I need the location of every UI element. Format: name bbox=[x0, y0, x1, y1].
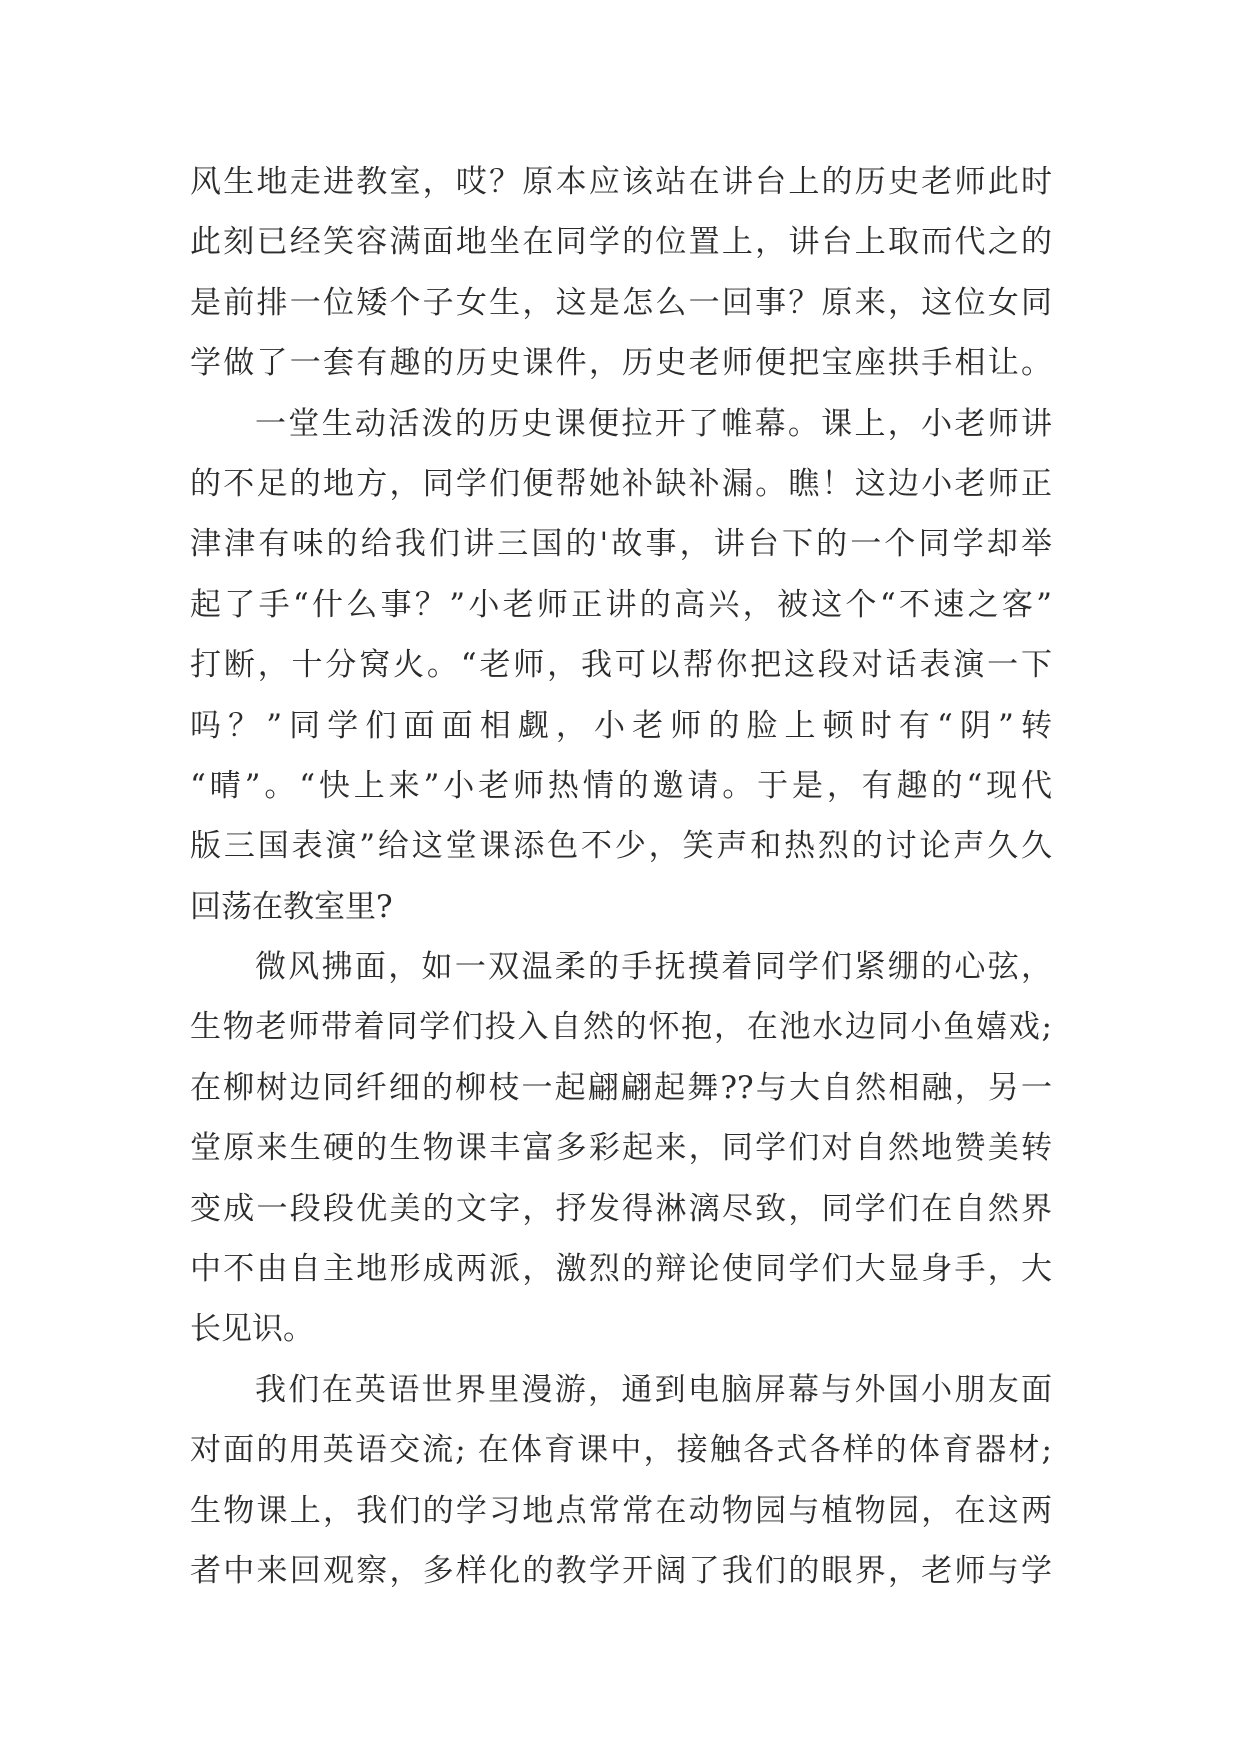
text-line: 者中来回观察，多样化的教学开阔了我们的眼界，老师与学 bbox=[190, 1552, 1052, 1589]
text-line: 起了手“什么事？”小老师正讲的高兴，被这个“不速之客” bbox=[190, 586, 1052, 623]
text-line: 对面的用英语交流; 在体育课中，接触各式各样的体育器材; bbox=[190, 1432, 1052, 1469]
text-line: 吗？”同学们面面相觑，小老师的脸上顿时有“阴”转 bbox=[190, 707, 1052, 744]
text-line: 变成一段段优美的文字，抒发得淋漓尽致，同学们在自然界 bbox=[190, 1190, 1052, 1227]
text-line: 微风拂面，如一双温柔的手抚摸着同学们紧绷的心弦， bbox=[255, 949, 1052, 986]
text-line: 中不由自主地形成两派，激烈的辩论使同学们大显身手，大 bbox=[190, 1251, 1052, 1288]
paragraph bbox=[190, 152, 1052, 394]
text-line: 的不足的地方，同学们便帮她补缺补漏。瞧！这边小老师正 bbox=[190, 465, 1052, 502]
text-line: 打断，十分窝火。“老师，我可以帮你把这段对话表演一下 bbox=[190, 647, 1052, 684]
text-line: 回荡在教室里? bbox=[190, 888, 393, 925]
text-line: 是前排一位矮个子女生，这是怎么一回事？原来，这位女同 bbox=[190, 284, 1052, 321]
text-line: 风生地走进教室，哎？原本应该站在讲台上的历史老师此时 bbox=[190, 164, 1052, 200]
text-line: 生物老师带着同学们投入自然的怀抱，在池水边同小鱼嬉戏; bbox=[190, 1009, 1052, 1046]
text-line: 版三国表演”给这堂课添色不少，笑声和热烈的讨论声久久 bbox=[190, 828, 1052, 865]
text-line: 此刻已经笑容满面地坐在同学的位置上，讲台上取而代之的 bbox=[190, 224, 1052, 261]
text-line: “晴”。“快上来”小老师热情的邀请。于是，有趣的“现代 bbox=[190, 767, 1052, 804]
paragraph bbox=[190, 1360, 1052, 1602]
text-line: 津津有味的给我们讲三国的'故事，讲台下的一个同学却举 bbox=[190, 526, 1052, 563]
paragraph bbox=[190, 937, 1052, 1360]
paragraph bbox=[190, 394, 1052, 938]
text-line: 在柳树边同纤细的柳枝一起翩翩起舞??与大自然相融，另一 bbox=[190, 1069, 1052, 1106]
text-line: 堂原来生硬的生物课丰富多彩起来，同学们对自然地赞美转 bbox=[190, 1130, 1052, 1167]
text-line: 生物课上，我们的学习地点常常在动物园与植物园，在这两 bbox=[190, 1492, 1052, 1529]
body-text bbox=[190, 152, 1052, 1601]
text-line: 一堂生动活泼的历史课便拉开了帷幕。课上，小老师讲 bbox=[255, 405, 1052, 442]
text-line: 长见识。 bbox=[190, 1311, 314, 1348]
text-line: 学做了一套有趣的历史课件，历史老师便把宝座拱手相让。 bbox=[190, 345, 1052, 382]
text-line: 我们在英语世界里漫游，通到电脑屏幕与外国小朋友面 bbox=[255, 1371, 1052, 1408]
